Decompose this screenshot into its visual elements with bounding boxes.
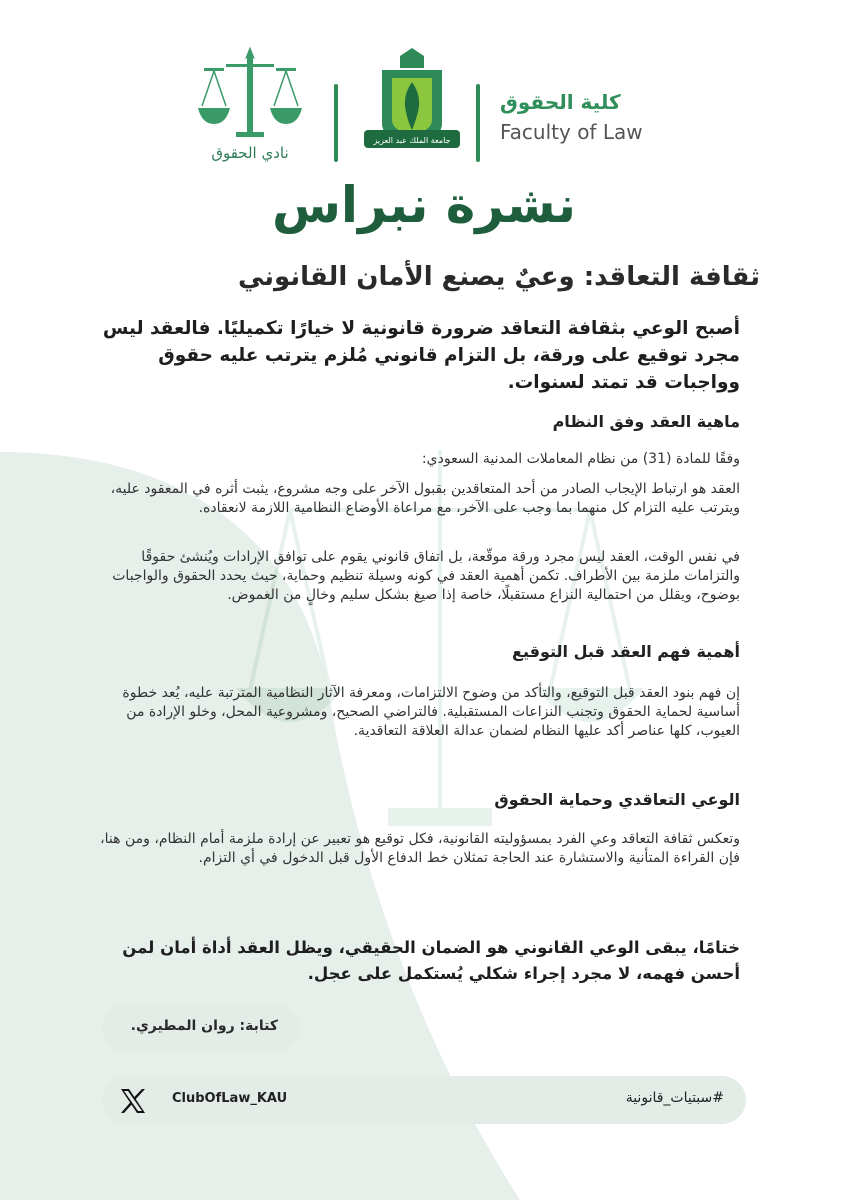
closing-paragraph: ختامًا، يبقى الوعي القانوني هو الضمان الحقيقي، ويظل العقد أداة أمان لمن أحسن فهمه، لا مجرد إجراء شكلي يُستكمل على عجل. [122, 938, 740, 983]
section-paragraph: وتعكس ثقافة التعاقد وعي الفرد بمسؤوليته القانونية، فكل توقيع هو تعبير عن إرادة ملزمة أمام النظام، ومن هنا، فإن القراءة المتأنية والاستشارة عند الحاجة تمثلان خط الدفاع الأول قبل الدخول في أي التزام. [100, 831, 740, 866]
scales-of-justice-icon [196, 44, 304, 144]
section-paragraph: العقد هو ارتباط الإيجاب الصادر من أحد المتعاقدين بقبول الآخر على وجه مشروع، يثبت أثره في المعقود عليه، ويترتب عليه التزام كل منهما بما وجب على الآخر، مع مراعاة الأوضاع النظامية اللازمة لانعقاده. [110, 481, 740, 516]
intro-paragraph: أصبح الوعي بثقافة التعاقد ضرورة قانونية لا خيارًا تكميليًا. فالعقد ليس مجرد توقيع على ورقة، بل التزام قانوني مُلزم يترتب عليه حقوق وواجبات قد تمتد لسنوات. [102, 318, 740, 393]
section-heading: ماهية العقد وفق النظام [552, 412, 740, 431]
section-heading: أهمية فهم العقد قبل التوقيع [512, 642, 740, 661]
newsletter-title: نشرة نبراس [271, 176, 577, 234]
author-badge [102, 1004, 300, 1052]
club-name: نادي الحقوق [211, 144, 289, 162]
section-heading: الوعي التعاقدي وحماية الحقوق [494, 790, 740, 809]
university-seal-icon [360, 46, 464, 162]
author-credit: كتابة: روان المطيري. [130, 1018, 278, 1034]
section-paragraph: في نفس الوقت، العقد ليس مجرد ورقة موقّعة، بل اتفاق قانوني يقوم على توافق الإرادات ويُنشئ حقوقًا والتزامات ملزمة بين الأطراف. تكمن أهمية العقد في كونه وسيلة تنظيم وحماية، حيث يحدد الحقوق والواجبات بوضوح، ويقلل من احتمالية النزاع مستقبلًا، خاصة إذا صيغ بشكل سليم وخالٍ من الغموض. [112, 549, 740, 603]
faculty-name-english: Faculty of Law [500, 120, 643, 144]
article-title: ثقافة التعاقد: وعيٌ يصنع الأمان القانوني [237, 262, 760, 292]
x-logo-icon[interactable] [118, 1086, 148, 1116]
footer-bar [102, 1076, 746, 1124]
hashtag[interactable]: #سبتيات_قانونية [625, 1090, 724, 1106]
section-paragraph: إن فهم بنود العقد قبل التوقيع، والتأكد من وضوح الالتزامات، ومعرفة الآثار النظامية المترتبة عليه، يُعد خطوة أساسية لحماية الحقوق وتجنب النزاعات المستقبلية. فالتراضي الصحيح، ومشروعية المحل، وخلو الإرادة من العيوب، كلها عناصر أكد عليها النظام لضمان عدالة العلاقة التعاقدية. [122, 685, 740, 739]
university-seal-text: جامعة الملك عبد العزيز [373, 136, 451, 145]
law-club-logo [196, 44, 304, 174]
header-divider-left [334, 84, 338, 162]
faculty-name-arabic: كلية الحقوق [500, 90, 621, 114]
section-paragraph: وفقًا للمادة (31) من نظام المعاملات المدنية السعودي: [421, 451, 740, 467]
faculty-logo [500, 90, 670, 144]
social-handle[interactable]: ClubOfLaw_KAU [172, 1091, 288, 1106]
header-divider-right [476, 84, 480, 162]
